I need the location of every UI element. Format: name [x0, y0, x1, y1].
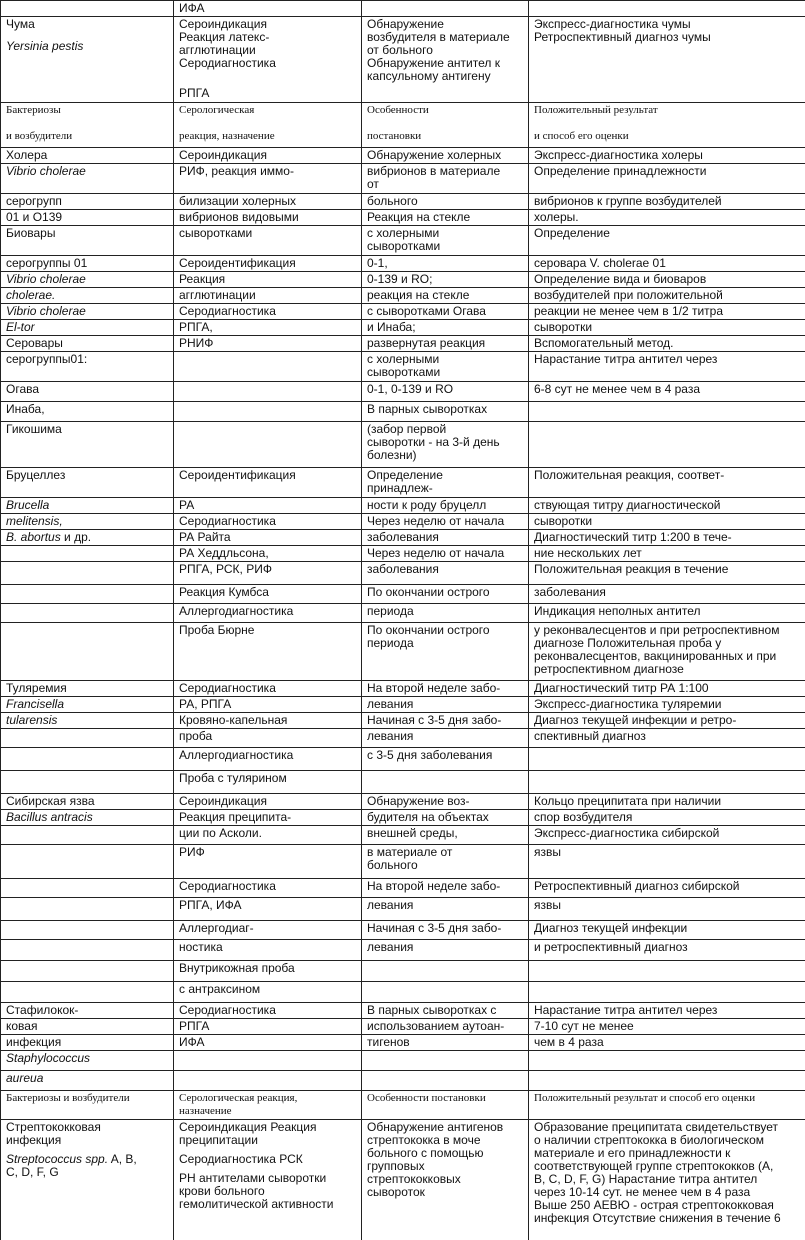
procedure-cell: В парных сыворотках: [362, 402, 529, 422]
pathogen-cell: tularensis: [1, 713, 174, 729]
reaction-cell: Реакция Кумбса: [174, 585, 362, 604]
result-cell: Диагностический титр РА 1:100: [529, 681, 805, 697]
procedure-cell: 0-1,: [362, 256, 529, 272]
pathogen-cell: Бактериозы и возбудители: [1, 1091, 174, 1120]
table-row: [1, 940, 805, 961]
procedure-cell: периода: [362, 604, 529, 623]
result-cell: 7-10 сут не менее: [529, 1019, 805, 1035]
table-row: [1, 697, 805, 713]
pathogen-cell: El-tor: [1, 320, 174, 336]
table-row: [1, 1051, 805, 1071]
pathogen-cell: Brucella: [1, 498, 174, 514]
result-cell: чем в 4 раза: [529, 1035, 805, 1051]
reaction-cell: [174, 402, 362, 422]
pathogen-cell: Огава: [1, 382, 174, 402]
table-row: [1, 194, 805, 210]
result-cell: язвы: [529, 845, 805, 879]
procedure-cell: [362, 1071, 529, 1091]
procedure-cell: больного: [362, 194, 529, 210]
result-cell: язвы: [529, 898, 805, 921]
procedure-cell: тигенов: [362, 1035, 529, 1051]
table-row: [1, 794, 805, 810]
reaction-cell: Серодиагностика: [174, 1003, 362, 1019]
pathogen-cell: серогруппы01:: [1, 352, 174, 382]
reaction-cell: с антраксином: [174, 982, 362, 1003]
text-fragment: [179, 70, 357, 87]
procedure-cell: использованием аутоан-: [362, 1019, 529, 1035]
result-cell: Диагноз текущей инфекции: [529, 921, 805, 940]
procedure-cell: Обнаружение воз-: [362, 794, 529, 810]
table-row: [1, 530, 805, 546]
reaction-cell: Аллергодиагностика: [174, 604, 362, 623]
reaction-cell: сыворотками: [174, 226, 362, 256]
pathogen-cell: aureua: [1, 1071, 174, 1091]
pathogen-cell: [1, 562, 174, 585]
procedure-cell: Определение принадлеж-: [362, 468, 529, 498]
pathogen-cell: [1, 729, 174, 748]
text-fragment: Сероиндикация Реакция латекс- агглютинации Серодиагностика: [179, 18, 357, 70]
pathogen-cell: [1, 898, 174, 921]
table-row: [1, 898, 805, 921]
procedure-cell: [362, 771, 529, 794]
reaction-cell: вибрионов видовыми: [174, 210, 362, 226]
procedure-cell: [362, 1, 529, 17]
reaction-cell: Серодиагностика: [174, 304, 362, 320]
result-cell: вибрионов к группе возбудителей: [529, 194, 805, 210]
result-cell: и ретроспективный диагноз: [529, 940, 805, 961]
result-cell: Вспомогательный метод.: [529, 336, 805, 352]
table-row: [1, 210, 805, 226]
table-row: [1, 304, 805, 320]
reaction-cell: Серодиагностика: [174, 514, 362, 530]
table-row: [1, 320, 805, 336]
pathogen-cell: [1, 921, 174, 940]
reaction-cell: Реакция преципита-: [174, 810, 362, 826]
result-cell: Образование преципитата свидетельствует о наличии стрептококка в биологическом материале и его принадлежности к соответствующей группе стрептококков (A, B, C, D, F, G) Нарастание титра антител через 10-14 сут. не менее чем в 4 раза Выше 250 АЕВЮ - острая стрептококковая инфекция Отсутствие снижения в течение 6: [529, 1120, 805, 1240]
pathogen-cell: Vibrio cholerae: [1, 304, 174, 320]
procedure-cell: с холерными сыворотками: [362, 226, 529, 256]
text-fragment: Серодиагностика РСК: [179, 1153, 357, 1166]
reaction-cell: проба: [174, 729, 362, 748]
result-cell: Экспресс-диагностика холеры: [529, 148, 805, 164]
result-cell: сыворотки: [529, 514, 805, 530]
pathogen-cell: Холера: [1, 148, 174, 164]
pathogen-cell: [1, 623, 174, 681]
pathogen-cell: Туляремия: [1, 681, 174, 697]
pathogen-cell: инфекция: [1, 1035, 174, 1051]
table-row: [1, 514, 805, 530]
result-cell: Положительный результат и способ его оценки: [529, 103, 805, 148]
pathogen-cell: [1, 1, 174, 17]
procedure-cell: с холерными сыворотками: [362, 352, 529, 382]
reaction-cell: Аллергодиагностика: [174, 748, 362, 771]
table-row: [1, 771, 805, 794]
text-fragment: Streptococcus spp.: [6, 1152, 108, 1166]
pathogen-cell: [1, 585, 174, 604]
result-cell: возбудителей при положительной: [529, 288, 805, 304]
procedure-cell: Начиная с 3-5 дня забо-: [362, 713, 529, 729]
reaction-cell: Проба с тулярином: [174, 771, 362, 794]
text-fragment: Сероиндикация Реакция преципитации: [179, 1121, 357, 1147]
pathogen-cell: 01 и О139: [1, 210, 174, 226]
reaction-cell: Внутрикожная проба: [174, 961, 362, 982]
pathogen-cell: [1, 879, 174, 898]
result-cell: спор возбудителя: [529, 810, 805, 826]
pathogen-cell: Гикошима: [1, 422, 174, 468]
reaction-cell: [174, 1071, 362, 1091]
pathogen-cell: Staphylococcus: [1, 1051, 174, 1071]
text-fragment: A, B, C, D, F, G: [6, 1152, 137, 1179]
procedure-cell: с 3-5 дня заболевания: [362, 748, 529, 771]
table-row: [1, 1019, 805, 1035]
result-cell: заболевания: [529, 585, 805, 604]
result-cell: [529, 1051, 805, 1071]
result-cell: [529, 1, 805, 17]
result-cell: ние нескольких лет: [529, 546, 805, 562]
text-fragment: Стрептококковая инфекция: [6, 1121, 169, 1147]
table-row: [1, 272, 805, 288]
result-cell: Кольцо преципитата при наличии: [529, 794, 805, 810]
table-row: [1, 562, 805, 585]
reaction-cell: РИФ: [174, 845, 362, 879]
reaction-cell: РА: [174, 498, 362, 514]
reaction-cell: РПГА,: [174, 320, 362, 336]
reaction-cell: Сероиндикация: [174, 794, 362, 810]
result-cell: Экспресс-диагностика туляремии: [529, 697, 805, 713]
pathogen-cell: [1, 771, 174, 794]
result-cell: [529, 422, 805, 468]
reaction-cell: РА Хеддльсона,: [174, 546, 362, 562]
procedure-cell: заболевания: [362, 530, 529, 546]
table-row: [1, 546, 805, 562]
result-cell: [529, 748, 805, 771]
reaction-cell: Проба Бюрне: [174, 623, 362, 681]
procedure-cell: Обнаружение возбудителя в материале от больного Обнаружение антител к капсульному антигену: [362, 17, 529, 103]
table-row: [1, 681, 805, 697]
table-row: [1, 879, 805, 898]
table-row: [1, 1035, 805, 1051]
result-cell: Экспресс-диагностика сибирской: [529, 826, 805, 845]
procedure-cell: По окончании острого периода: [362, 623, 529, 681]
procedure-cell: и Инаба;: [362, 320, 529, 336]
table-row: [1, 402, 805, 422]
procedure-cell: [362, 982, 529, 1003]
table-row: [1, 810, 805, 826]
table-row: [1, 164, 805, 194]
result-cell: [529, 1071, 805, 1091]
table-row: [1, 961, 805, 982]
reaction-cell: [174, 17, 362, 103]
result-cell: реакции не менее чем в 1/2 титра: [529, 304, 805, 320]
table-row: [1, 468, 805, 498]
reaction-cell: РА Райта: [174, 530, 362, 546]
text-fragment: Yersinia pestis: [6, 40, 169, 53]
result-cell: холеры.: [529, 210, 805, 226]
table-row: [1, 585, 805, 604]
pathogen-cell: [1, 546, 174, 562]
pathogen-cell: ковая: [1, 1019, 174, 1035]
procedure-cell: На второй неделе забо-: [362, 681, 529, 697]
reaction-cell: [174, 352, 362, 382]
reaction-cell: [174, 1120, 362, 1240]
pathogen-cell: серогруппы 01: [1, 256, 174, 272]
result-cell: Диагностический титр 1:200 в тече-: [529, 530, 805, 546]
reaction-cell: РПГА, РСК, РИФ: [174, 562, 362, 585]
table-row: [1, 256, 805, 272]
text-fragment: [6, 1153, 169, 1179]
reaction-cell: Аллергодиаг-: [174, 921, 362, 940]
procedure-cell: [362, 961, 529, 982]
procedure-cell: 0-1, 0-139 и RO: [362, 382, 529, 402]
result-cell: [529, 982, 805, 1003]
table-row: [1, 1071, 805, 1091]
table-row: [1, 17, 805, 103]
pathogen-cell: серогрупп: [1, 194, 174, 210]
procedure-cell: Через неделю от начала: [362, 514, 529, 530]
reaction-cell: РПГА, ИФА: [174, 898, 362, 921]
reaction-cell: [174, 382, 362, 402]
pathogen-cell: [1, 530, 174, 546]
table-row: [1, 623, 805, 681]
pathogen-cell: [1, 604, 174, 623]
result-cell: Определение: [529, 226, 805, 256]
reaction-cell: Серологическая реакция, назначение: [174, 1091, 362, 1120]
table-row: [1, 1003, 805, 1019]
table-row: [1, 604, 805, 623]
procedure-cell: вибрионов в материале от: [362, 164, 529, 194]
procedure-cell: ности к роду бруцелл: [362, 498, 529, 514]
pathogen-cell: [1, 982, 174, 1003]
reaction-cell: РПГА: [174, 1019, 362, 1035]
procedure-cell: Обнаружение антигенов стрептококка в моче больного с помощью групповых стрептококковых сывороток: [362, 1120, 529, 1240]
procedure-cell: Реакция на стекле: [362, 210, 529, 226]
text-fragment: B. abortus: [6, 530, 61, 544]
pathogen-cell: Vibrio cholerae: [1, 272, 174, 288]
table-row: [1, 336, 805, 352]
pathogen-cell: Биовары: [1, 226, 174, 256]
procedure-cell: заболевания: [362, 562, 529, 585]
result-cell: сыворотки: [529, 320, 805, 336]
reaction-cell: агглютинации: [174, 288, 362, 304]
procedure-cell: левания: [362, 697, 529, 713]
table-row: [1, 729, 805, 748]
pathogen-cell: [1, 845, 174, 879]
result-cell: Нарастание титра антител через: [529, 352, 805, 382]
pathogen-cell: [1, 961, 174, 982]
table-row: [1, 1, 805, 17]
table-header-row: [1, 103, 805, 148]
table-row: [1, 352, 805, 382]
pathogen-cell: [1, 826, 174, 845]
table-row: [1, 845, 805, 879]
pathogen-cell: [1, 1120, 174, 1240]
table-row: [1, 498, 805, 514]
procedure-cell: будителя на объектах: [362, 810, 529, 826]
procedure-cell: левания: [362, 729, 529, 748]
table-row: [1, 422, 805, 468]
reaction-cell: Сероиндикация: [174, 148, 362, 164]
reaction-cell: ИФА: [174, 1, 362, 17]
result-cell: ствующая титру диагностической: [529, 498, 805, 514]
reaction-cell: РНИФ: [174, 336, 362, 352]
pathogen-cell: Инаба,: [1, 402, 174, 422]
procedure-cell: Особенности постановки: [362, 1091, 529, 1120]
procedure-cell: левания: [362, 898, 529, 921]
reaction-cell: ции по Асколи.: [174, 826, 362, 845]
result-cell: 6-8 сут не менее чем в 4 раза: [529, 382, 805, 402]
procedure-cell: В парных сыворотках с: [362, 1003, 529, 1019]
reaction-cell: РИФ, реакция иммо-: [174, 164, 362, 194]
reaction-cell: билизации холерных: [174, 194, 362, 210]
pathogen-cell: [1, 748, 174, 771]
pathogen-cell: Сибирская язва: [1, 794, 174, 810]
procedure-cell: На второй неделе забо-: [362, 879, 529, 898]
procedure-cell: [362, 1051, 529, 1071]
result-cell: Определение вида и биоваров: [529, 272, 805, 288]
result-cell: Индикация неполных антител: [529, 604, 805, 623]
pathogen-cell: Bacillus antracis: [1, 810, 174, 826]
text-fragment: РН антителами сыворотки крови больного гемолитической активности: [179, 1172, 357, 1211]
table-row: [1, 382, 805, 402]
text-fragment: и др.: [61, 530, 91, 544]
procedure-cell: с сыворотками Огава: [362, 304, 529, 320]
pathogen-cell: Vibrio cholerae: [1, 164, 174, 194]
result-cell: Ретроспективный диагноз сибирской: [529, 879, 805, 898]
table-row: [1, 826, 805, 845]
procedure-cell: По окончании острого: [362, 585, 529, 604]
result-cell: серовара V. cholerae 01: [529, 256, 805, 272]
pathogen-cell: Стафилокок-: [1, 1003, 174, 1019]
reaction-cell: Серодиагностика: [174, 681, 362, 697]
result-cell: Экспресс-диагностика чумы Ретроспективный диагноз чумы: [529, 17, 805, 103]
reaction-cell: [174, 422, 362, 468]
procedure-cell: в материале от больного: [362, 845, 529, 879]
procedure-cell: левания: [362, 940, 529, 961]
result-cell: спективный диагноз: [529, 729, 805, 748]
result-cell: [529, 771, 805, 794]
table-header-row: [1, 1091, 805, 1120]
text-fragment: РПГА: [179, 87, 357, 100]
table-row: [1, 148, 805, 164]
procedure-cell: внешней среды,: [362, 826, 529, 845]
procedure-cell: реакция на стекле: [362, 288, 529, 304]
procedure-cell: 0-139 и RO;: [362, 272, 529, 288]
pathogen-cell: [1, 17, 174, 103]
text-fragment: Чума: [6, 18, 169, 31]
procedure-cell: развернутая реакция: [362, 336, 529, 352]
pathogen-cell: Francisella: [1, 697, 174, 713]
result-cell: Положительная реакция в течение: [529, 562, 805, 585]
reaction-cell: Реакция: [174, 272, 362, 288]
reaction-cell: ИФА: [174, 1035, 362, 1051]
reaction-cell: Кровяно-капельная: [174, 713, 362, 729]
result-cell: Положительная реакция, соответ-: [529, 468, 805, 498]
pathogen-cell: [1, 940, 174, 961]
reaction-cell: Сероидентификация: [174, 468, 362, 498]
result-cell: Положительный результат и способ его оценки: [529, 1091, 805, 1120]
procedure-cell: Начиная с 3-5 дня забо-: [362, 921, 529, 940]
table-row: [1, 921, 805, 940]
pathogen-cell: melitensis,: [1, 514, 174, 530]
procedure-cell: Через неделю от начала: [362, 546, 529, 562]
reaction-cell: Сероидентификация: [174, 256, 362, 272]
table-row: [1, 748, 805, 771]
result-cell: Определение принадлежности: [529, 164, 805, 194]
result-cell: [529, 961, 805, 982]
table-row: [1, 226, 805, 256]
reaction-cell: ностика: [174, 940, 362, 961]
result-cell: [529, 402, 805, 422]
reaction-cell: [174, 1051, 362, 1071]
result-cell: у реконвалесцентов и при ретроспективном диагнозе Положительная проба у реконвалесцентов, вакцинированных и при ретроспективном диагнозе: [529, 623, 805, 681]
reaction-cell: Серологическая реакция, назначение: [174, 103, 362, 148]
pathogen-cell: cholerae.: [1, 288, 174, 304]
procedure-cell: Обнаружение холерных: [362, 148, 529, 164]
table-row: [1, 982, 805, 1003]
result-cell: Диагноз текущей инфекции и ретро-: [529, 713, 805, 729]
result-cell: Нарастание титра антител через: [529, 1003, 805, 1019]
pathogen-cell: Серовары: [1, 336, 174, 352]
table-row: [1, 288, 805, 304]
procedure-cell: Особенности постановки: [362, 103, 529, 148]
pathogen-cell: Бактериозы и возбудители: [1, 103, 174, 148]
reaction-cell: РА, РПГА: [174, 697, 362, 713]
table-row: [1, 713, 805, 729]
reaction-cell: Серодиагностика: [174, 879, 362, 898]
procedure-cell: (забор первой сыворотки - на 3-й день болезни): [362, 422, 529, 468]
table-row: [1, 1120, 805, 1240]
pathogen-cell: Бруцеллез: [1, 468, 174, 498]
